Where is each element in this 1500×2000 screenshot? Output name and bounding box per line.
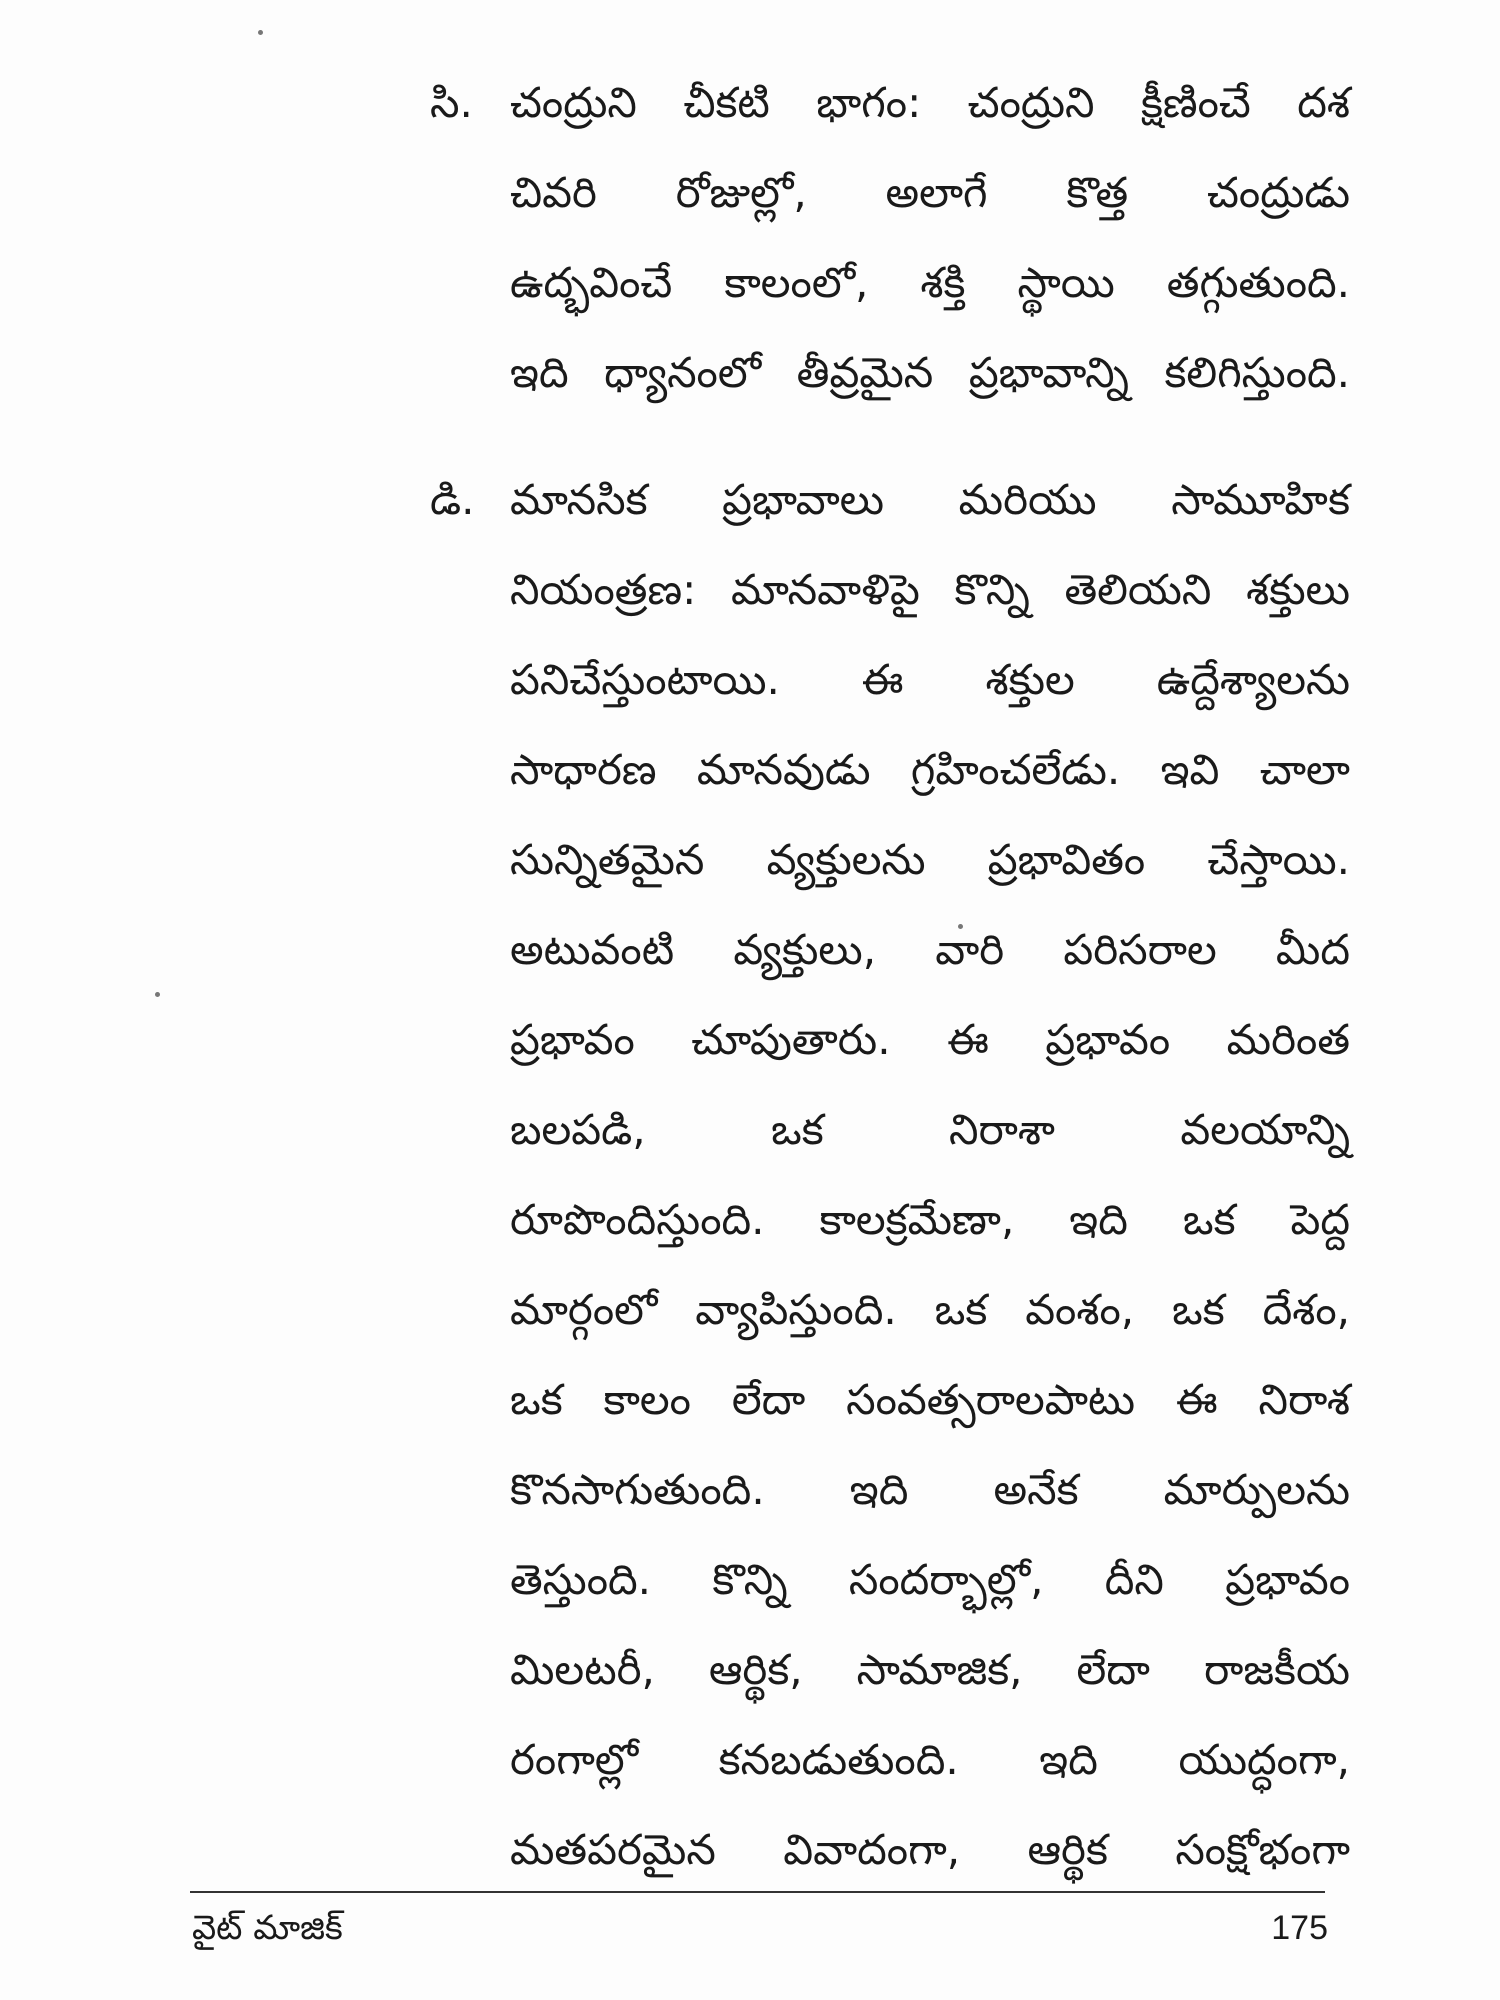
text-line: మానసిక ప్రభావాలు మరియు సామూహిక [510,475,1350,524]
text-line: రూపొందిస్తుంది. కాలక్రమేణా, ఇది ఒక పెద్ద [510,1195,1350,1244]
item-text [510,58,1350,418]
text-line: మార్గంలో వ్యాపిస్తుంది. ఒక వంశం, ఒక దేశం, [510,1285,1350,1334]
text-line: పనిచేస్తుంటాయి. ఈ శక్తుల ఉద్దేశ్యాలను [510,655,1350,704]
footer-divider [190,1891,1325,1893]
text-line: అటువంటి వ్యక్తులు, వారి పరిసరాల మీద [510,925,1350,974]
text-line: మతపరమైన వివాదంగా, ఆర్థిక సంక్షోభంగా [510,1825,1350,1874]
text-line: ఒక కాలం లేదా సంవత్సరాలపాటు ఈ నిరాశ [510,1375,1350,1424]
text-line: సున్నితమైన వ్యక్తులను ప్రభావితం చేస్తాయి. [510,835,1350,884]
text-line: చంద్రుని చీకటి భాగం: చంద్రుని క్షీణించే దశ [510,78,1350,127]
item-marker: డి. [430,475,475,524]
text-line: మిలటరీ, ఆర్థిక, సామాజిక, లేదా రాజకీయ [510,1645,1350,1694]
text-line: నియంత్రణ: మానవాళిపై కొన్ని తెలియని శక్తులు [510,565,1350,614]
text-line: తెస్తుంది. కొన్ని సందర్భాల్లో, దీని ప్రభావం [510,1555,1350,1604]
item-marker: సి. [430,78,473,127]
page-number: 175 [1271,1909,1328,1947]
text-line: ఇది ధ్యానంలో తీవ్రమైన ప్రభావాన్ని కలిగిస్తుంది. [510,348,1350,397]
scan-speck [155,992,160,997]
text-line: రంగాల్లో కనబడుతుంది. ఇది యుద్ధంగా, [510,1735,1350,1784]
text-line: కొనసాగుతుంది. ఇది అనేక మార్పులను [510,1465,1350,1514]
text-line: సాధారణ మానవుడు గ్రహించలేడు. ఇవి చాలా [510,745,1350,794]
item-text [510,455,1350,1895]
running-footer-title: వైట్ మాజిక్ [192,1908,343,1948]
text-line: ఉద్భవించే కాలంలో, శక్తి స్థాయి తగ్గుతుంది. [510,258,1350,307]
text-line: బలపడి, ఒక నిరాశా వలయాన్ని [510,1105,1350,1154]
text-line: చివరి రోజుల్లో, అలాగే కొత్త చంద్రుడు [510,168,1350,217]
scan-speck [258,30,263,35]
text-line: ప్రభావం చూపుతారు. ఈ ప్రభావం మరింత [510,1015,1350,1064]
